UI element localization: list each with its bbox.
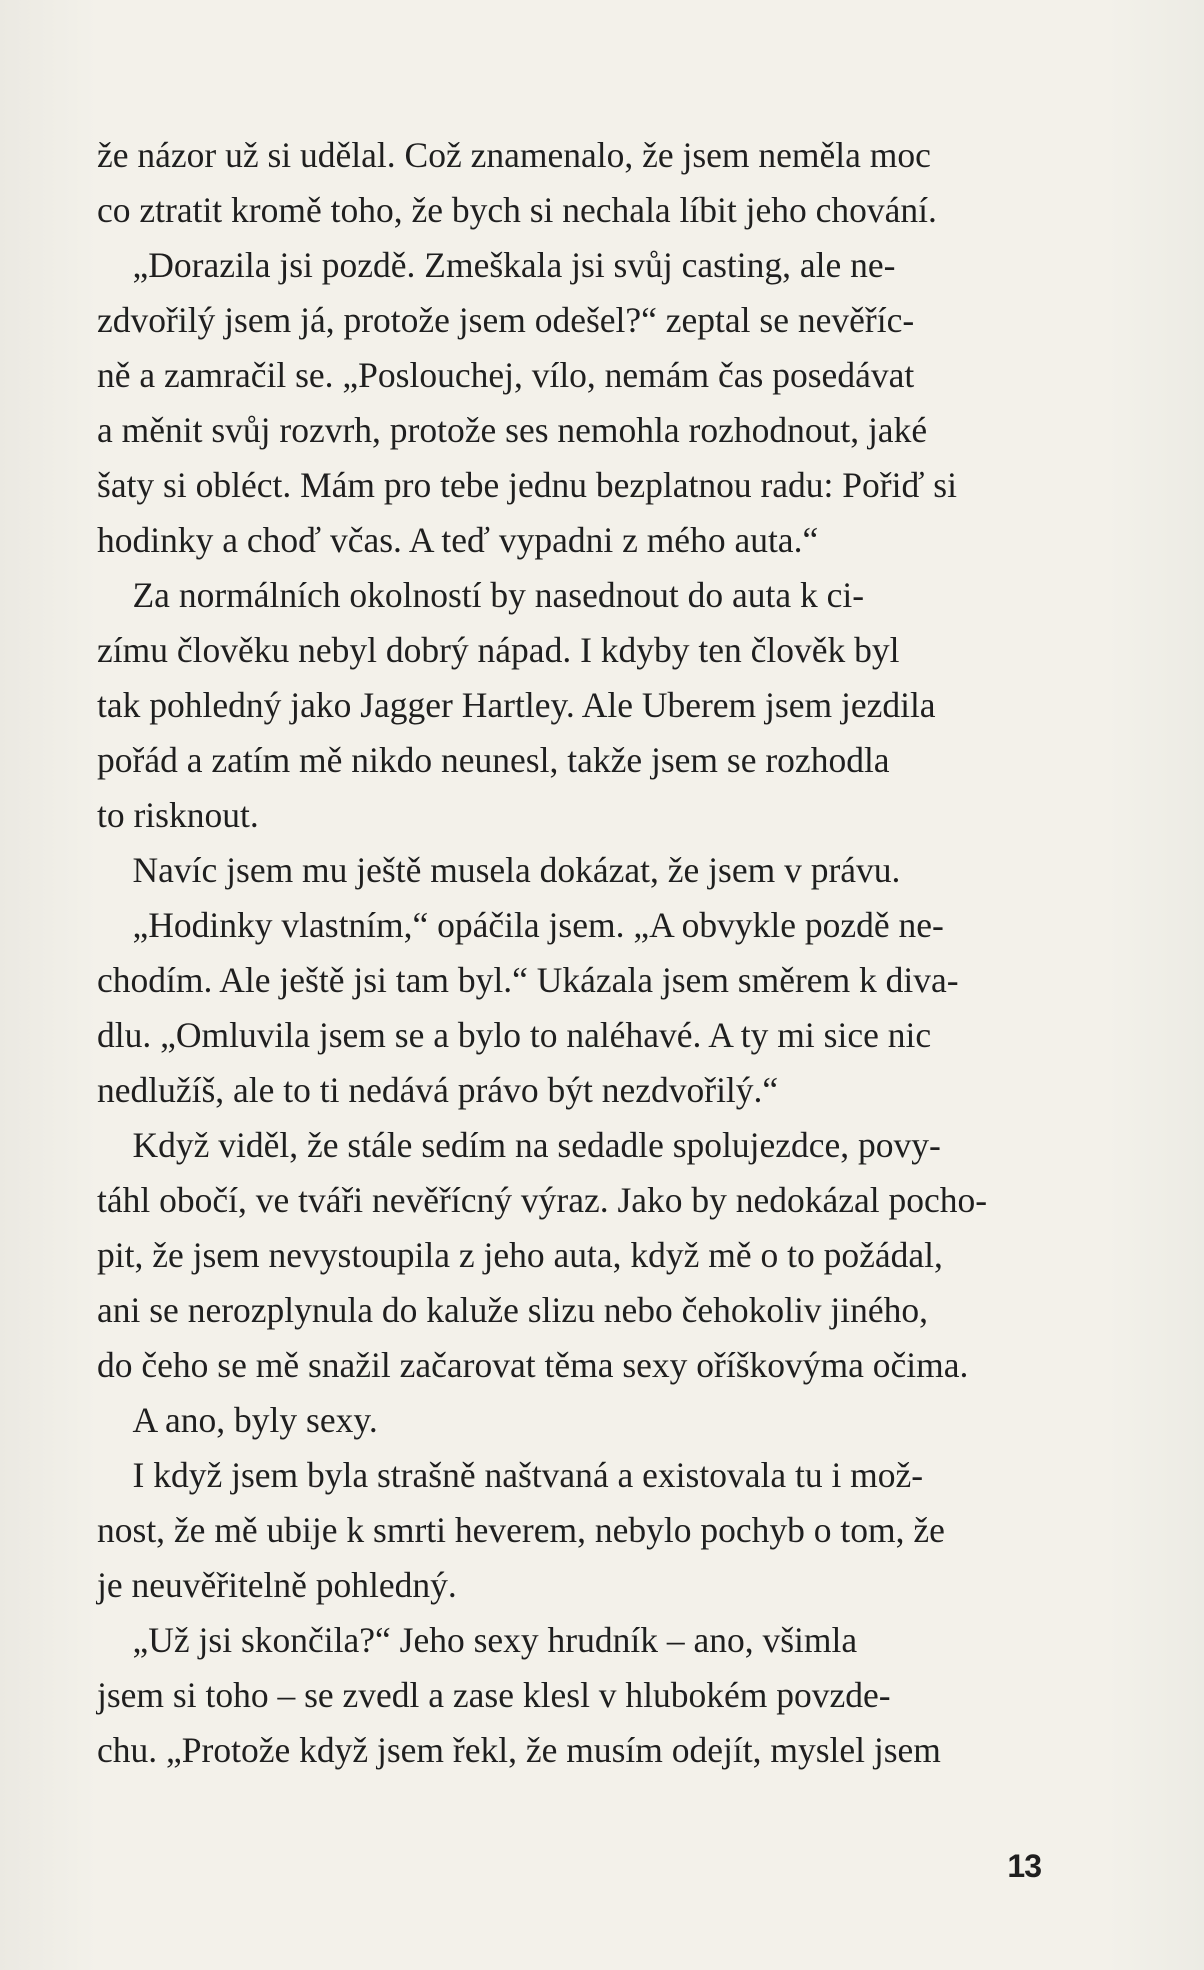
text-line: Za normálních okolností by nasednout do auta k ci-: [97, 575, 865, 615]
text-line: ani se nerozplynula do kaluže slizu nebo čehokoliv jiného,: [97, 1290, 929, 1330]
text-line: nost, že mě ubije k smrti heverem, nebylo pochyb o tom, že: [97, 1510, 945, 1550]
text-line: „Dorazila jsi pozdě. Zmeškala jsi svůj casting, ale ne-: [97, 245, 896, 285]
text-line: a měnit svůj rozvrh, protože ses nemohla rozhodnout, jaké: [97, 410, 928, 450]
text-line: to risknout.: [97, 795, 259, 835]
page-number: 13: [1007, 1848, 1041, 1884]
text-line: chu. „Protože když jsem řekl, že musím odejít, myslel jsem: [97, 1730, 941, 1770]
text-line: co ztratit kromě toho, že bych si nechala líbit jeho chování.: [97, 190, 937, 230]
text-line: „Hodinky vlastním,“ opáčila jsem. „A obvykle pozdě ne-: [97, 905, 944, 945]
text-line: chodím. Ale ještě jsi tam byl.“ Ukázala jsem směrem k diva-: [97, 960, 959, 1000]
text-line: zímu člověku nebyl dobrý nápad. I kdyby ten člověk byl: [97, 630, 900, 670]
text-line: tak pohledný jako Jagger Hartley. Ale Uberem jsem jezdila: [97, 685, 936, 725]
text-line: pořád a zatím mě nikdo neunesl, takže jsem se rozhodla: [97, 740, 890, 780]
text-line: Navíc jsem mu ještě musela dokázat, že jsem v právu.: [97, 850, 901, 890]
text-line: A ano, byly sexy.: [97, 1400, 378, 1440]
text-line: ně a zamračil se. „Poslouchej, vílo, nemám čas posedávat: [97, 355, 915, 395]
text-line: jsem si toho – se zvedl a zase klesl v hlubokém povzde-: [97, 1675, 891, 1715]
text-line: že názor už si udělal. Což znamenalo, že jsem neměla moc: [97, 135, 931, 175]
text-line: dlu. „Omluvila jsem se a bylo to naléhavé. A ty mi sice nic: [97, 1015, 932, 1055]
text-line: Když viděl, že stále sedím na sedadle spolujezdce, povy-: [97, 1125, 941, 1165]
text-line: do čeho se mě snažil začarovat těma sexy oříškovýma očima.: [97, 1345, 969, 1385]
text-line: I když jsem byla strašně naštvaná a existovala tu i mož-: [97, 1455, 924, 1495]
body-text: [97, 128, 1137, 1778]
text-line: „Už jsi skončila?“ Jeho sexy hrudník – ano, všimla: [97, 1620, 858, 1660]
text-line: šaty si obléct. Mám pro tebe jednu bezplatnou radu: Pořiď si: [97, 465, 957, 505]
text-line: pit, že jsem nevystoupila z jeho auta, když mě o to požádal,: [97, 1235, 943, 1275]
text-line: hodinky a choď včas. A teď vypadni z mého auta.“: [97, 520, 819, 560]
text-line: je neuvěřitelně pohledný.: [97, 1565, 457, 1605]
text-line: táhl obočí, ve tváři nevěřícný výraz. Jako by nedokázal pocho-: [97, 1180, 988, 1220]
text-line: nedlužíš, ale to ti nedává právo být nezdvořilý.“: [97, 1070, 779, 1110]
text-line: zdvořilý jsem já, protože jsem odešel?“ zeptal se nevěříc-: [97, 300, 915, 340]
